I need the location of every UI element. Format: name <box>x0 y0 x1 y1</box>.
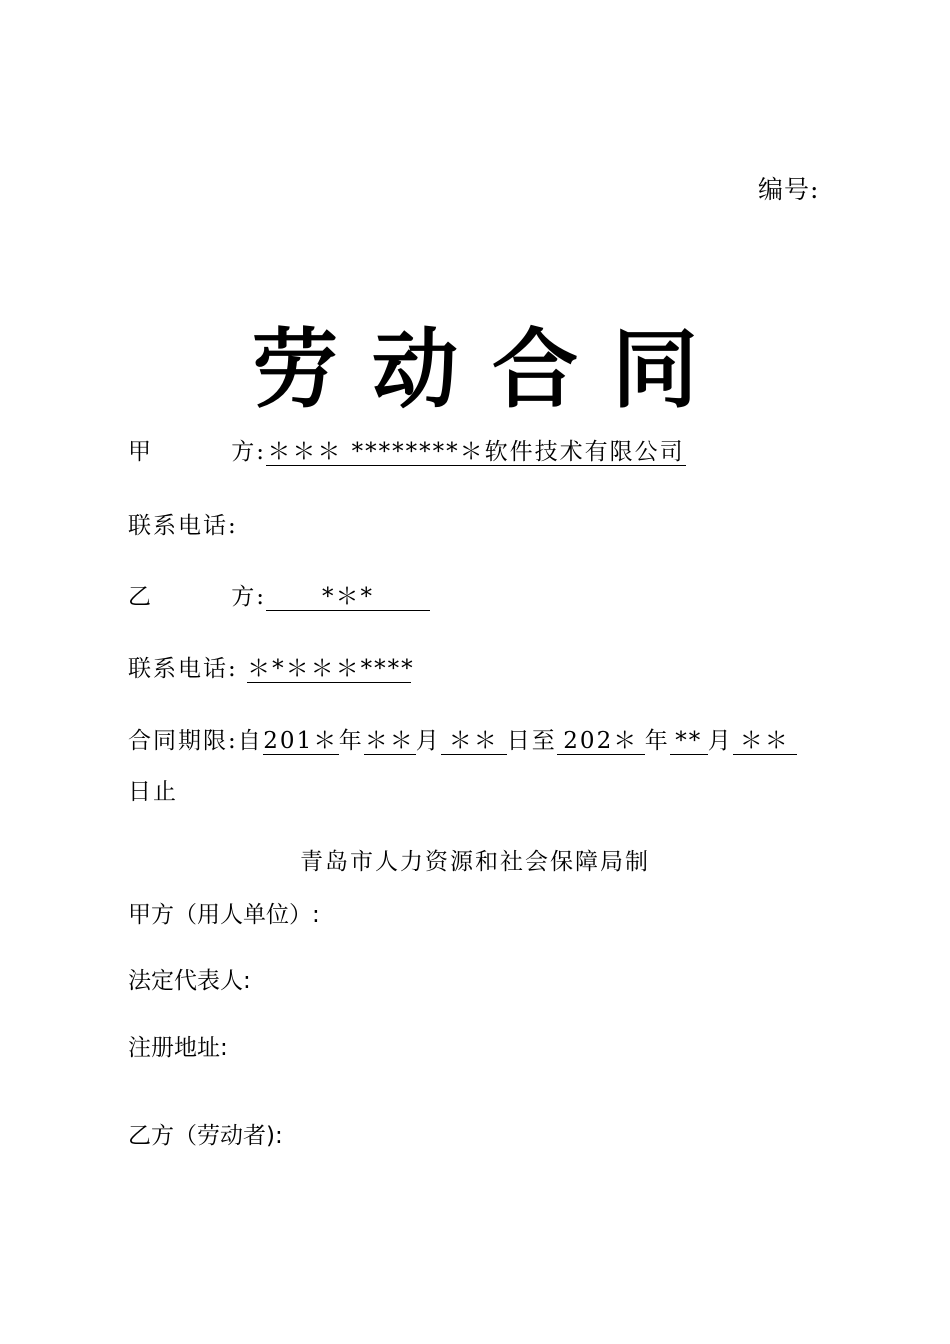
end-month: ** <box>670 728 708 755</box>
party-a-phone-row <box>128 507 238 540</box>
party-b-worker-label: 乙方（劳动者): <box>128 1123 283 1149</box>
month-unit-1: 月 <box>415 728 441 754</box>
month-unit-2: 月 <box>707 728 733 754</box>
start-year: 201＊ <box>263 728 339 754</box>
party-a-row <box>128 433 686 466</box>
party-b-label-char-1: 乙 <box>128 584 153 610</box>
party-b-label <box>128 578 266 611</box>
start-day: ＊＊ <box>441 728 507 755</box>
party-b-phone-row <box>128 650 415 683</box>
party-b-value: *＊* <box>266 584 430 611</box>
party-a-label-char-1: 甲 <box>128 439 153 465</box>
end-year: 202＊ <box>557 728 645 755</box>
registered-address-label: 注册地址: <box>128 1035 228 1061</box>
party-a-label-char-2: 方: <box>231 439 266 465</box>
term-from: 自 <box>237 728 263 754</box>
year-unit-2: 年 <box>644 728 670 754</box>
party-b-phone-value: ＊*＊＊＊**** <box>247 656 415 682</box>
party-b-phone-label: 联系电话: <box>128 656 238 682</box>
day-unit-1: 日至 <box>506 728 557 754</box>
legal-representative-label: 法定代表人: <box>128 968 251 994</box>
party-b-row <box>128 578 430 611</box>
start-month: ＊＊ <box>364 728 415 754</box>
party-a-phone-label: 联系电话: <box>128 513 238 539</box>
issuer-line: 青岛市人力资源和社会保障局制 <box>300 849 650 875</box>
term-end-text: 日止 <box>128 779 178 805</box>
document-title: 劳动合同 <box>252 319 732 420</box>
party-a-employer-label: 甲方（用人单位）: <box>128 902 320 928</box>
contract-term-row <box>128 722 797 755</box>
party-a-value: ＊＊＊ ********＊软件技术有限公司 <box>267 439 685 465</box>
term-label: 合同期限: <box>128 728 238 754</box>
party-b-label-char-2: 方: <box>231 584 266 610</box>
end-day: ＊＊ <box>733 728 797 755</box>
year-unit-1: 年 <box>338 728 364 754</box>
serial-number-label: 编号: <box>758 175 820 204</box>
party-a-label <box>128 433 266 466</box>
